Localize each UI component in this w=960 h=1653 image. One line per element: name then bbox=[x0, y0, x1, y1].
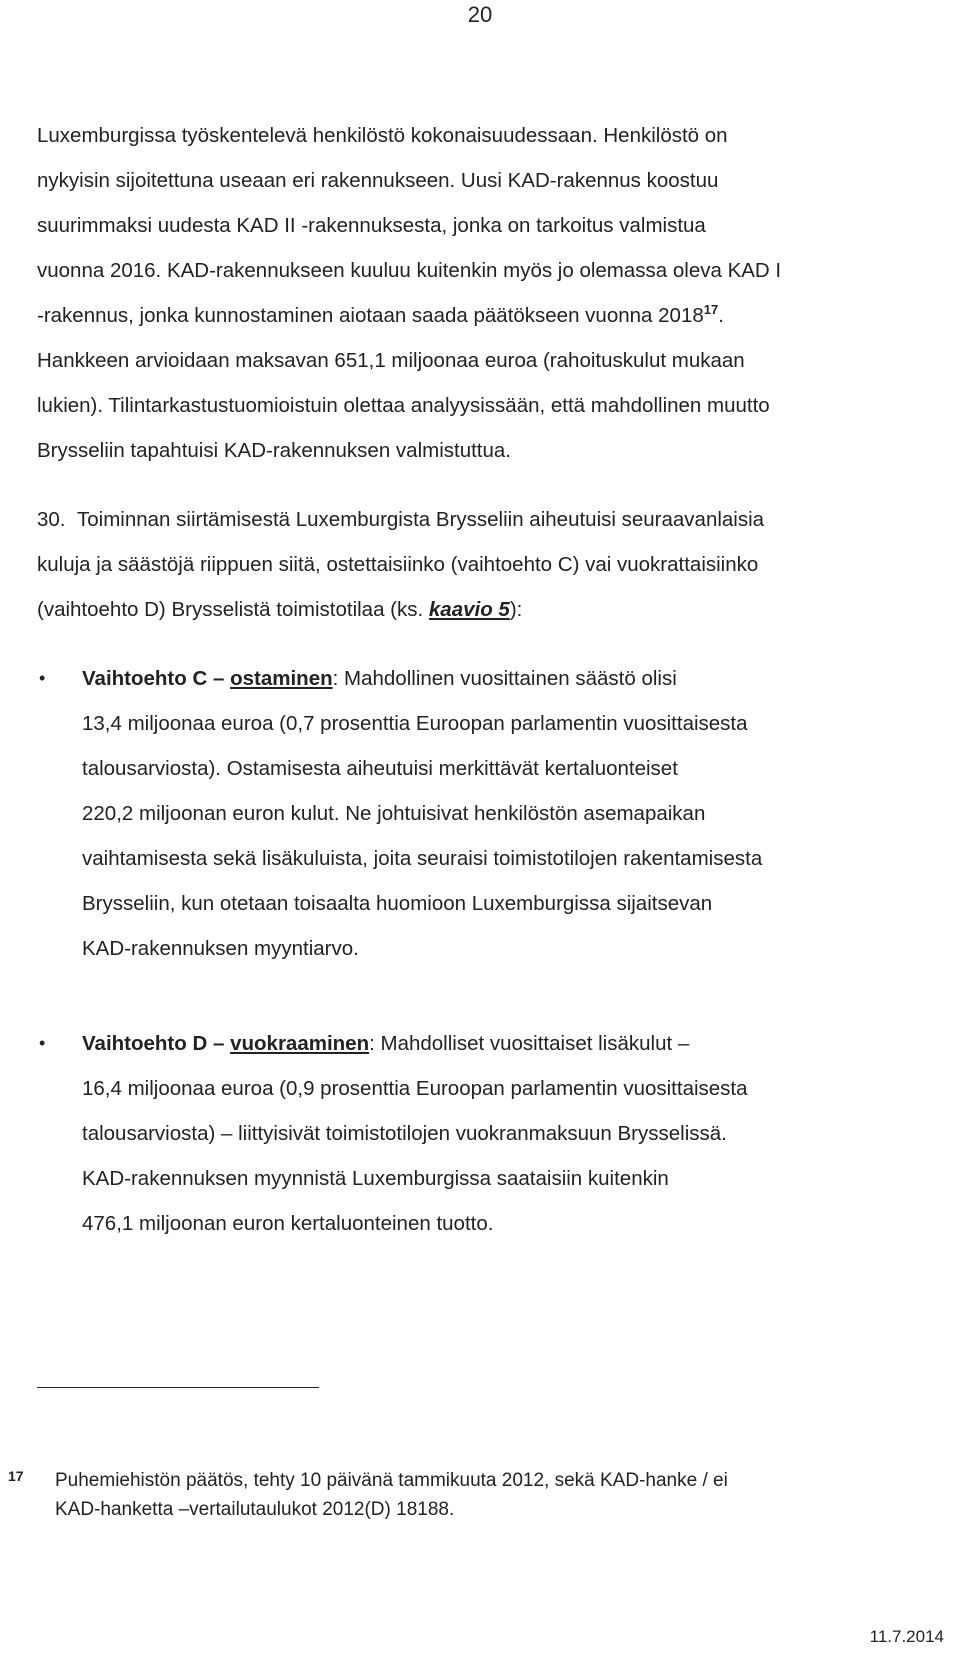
option-dash: – bbox=[207, 1032, 231, 1055]
text-fragment: ): bbox=[509, 598, 523, 621]
footnote-line: KAD-hanketta –vertailutaulukot 2012(D) 18188. bbox=[55, 1499, 455, 1520]
paragraph-spacer bbox=[37, 632, 927, 656]
text-line: vaihtamisesta sekä lisäkuluista, joita seuraisi toimistotilojen rakentamisesta bbox=[82, 847, 763, 870]
text-fragment: Toiminnan siirtämisestä Luxemburgista Brysseliin aiheutuisi seuraavanlaisia bbox=[77, 508, 765, 531]
option-c-item bbox=[37, 656, 927, 971]
paragraph-number: 30. bbox=[37, 508, 66, 531]
text-line: vuonna 2016. KAD-rakennukseen kuuluu kuitenkin myös jo olemassa oleva KAD I bbox=[37, 259, 782, 282]
text-line: talousarviosta) – liittyisivät toimistotilojen vuokranmaksuun Brysselissä. bbox=[82, 1122, 727, 1145]
text-fragment: (vaihtoehto D) Brysselistä toimistotilaa (ks. bbox=[37, 598, 429, 621]
paragraph-29-continuation bbox=[37, 113, 927, 473]
text-line bbox=[37, 293, 927, 338]
text-line: KAD-rakennuksen myynnistä Luxemburgissa saataisiin kuitenkin bbox=[82, 1167, 669, 1190]
list-spacer bbox=[37, 971, 927, 1021]
text-line: Brysseliin, kun otetaan toisaalta huomioon Luxemburgissa sijaitsevan bbox=[82, 892, 713, 915]
text-fragment: Mahdollinen vuosittainen säästö olisi bbox=[338, 667, 677, 690]
footnote-17 bbox=[8, 1466, 928, 1524]
paragraph-spacer bbox=[37, 473, 927, 497]
footnote-line: Puhemiehistön päätös, tehty 10 päivänä tammikuuta 2012, sekä KAD-hanke / ei bbox=[55, 1470, 728, 1491]
text-line: suurimmaksi uudesta KAD II -rakennuksesta, jonka on tarkoitus valmistua bbox=[37, 214, 706, 237]
text-line bbox=[82, 1021, 927, 1066]
option-type: ostaminen bbox=[230, 667, 333, 690]
text-line: 476,1 miljoonan euron kertaluonteinen tuotto. bbox=[82, 1212, 494, 1235]
text-line bbox=[82, 656, 927, 701]
option-label: Vaihtoehto D bbox=[82, 1032, 208, 1055]
bullet-icon: • bbox=[39, 668, 46, 688]
kaavio-5-link[interactable]: kaavio 5 bbox=[428, 598, 510, 621]
text-fragment: : bbox=[332, 667, 339, 690]
text-line bbox=[37, 587, 927, 632]
text-line: Luxemburgissa työskentelevä henkilöstö kokonaisuudessaan. Henkilöstö on bbox=[37, 124, 728, 147]
text-line: Brysseliin tapahtuisi KAD-rakennuksen valmistuttua. bbox=[37, 439, 511, 462]
text-line: 220,2 miljoonan euron kulut. Ne johtuisivat henkilöstön asemapaikan bbox=[82, 802, 706, 825]
footnote-number: 17 bbox=[8, 1468, 24, 1484]
text-line: lukien). Tilintarkastustuomioistuin olettaa analyysissään, että mahdollinen muutto bbox=[37, 394, 770, 417]
option-label: Vaihtoehto C bbox=[82, 667, 208, 690]
footnote-reference[interactable]: 17 bbox=[703, 302, 719, 318]
text-line: nykyisin sijoitettuna useaan eri rakennukseen. Uusi KAD-rakennus koostuu bbox=[37, 169, 719, 192]
option-dash: – bbox=[207, 667, 231, 690]
text-line: 16,4 miljoonaa euroa (0,9 prosenttia Euroopan parlamentin vuosittaisesta bbox=[82, 1077, 748, 1100]
text-fragment: Mahdolliset vuosittaiset lisäkulut – bbox=[374, 1032, 690, 1055]
text-line: 13,4 miljoonaa euroa (0,7 prosenttia Euroopan parlamentin vuosittaisesta bbox=[82, 712, 748, 735]
paragraph-30 bbox=[37, 497, 927, 632]
text-fragment: -rakennus, jonka kunnostaminen aiotaan saada päätökseen vuonna 2018 bbox=[37, 304, 704, 327]
text-line bbox=[37, 497, 927, 542]
text-fragment: . bbox=[718, 304, 724, 327]
page-date: 11.7.2014 bbox=[869, 1627, 944, 1646]
bullet-icon: • bbox=[39, 1033, 46, 1053]
text-line: Hankkeen arvioidaan maksavan 651,1 miljoonaa euroa (rahoituskulut mukaan bbox=[37, 349, 745, 372]
options-list bbox=[37, 656, 927, 1246]
text-line: kuluja ja säästöjä riippuen siitä, ostettaisiinko (vaihtoehto C) vai vuokrattaisiinko bbox=[37, 553, 759, 576]
page-number: 20 bbox=[467, 2, 493, 27]
body-text bbox=[37, 113, 927, 1246]
text-line: KAD-rakennuksen myyntiarvo. bbox=[82, 937, 359, 960]
text-fragment: : bbox=[369, 1032, 375, 1055]
footnote-divider bbox=[37, 1387, 319, 1388]
text-line: talousarviosta). Ostamisesta aiheutuisi merkittävät kertaluonteiset bbox=[82, 757, 678, 780]
option-d-item bbox=[37, 1021, 927, 1246]
option-type: vuokraaminen bbox=[230, 1032, 370, 1055]
